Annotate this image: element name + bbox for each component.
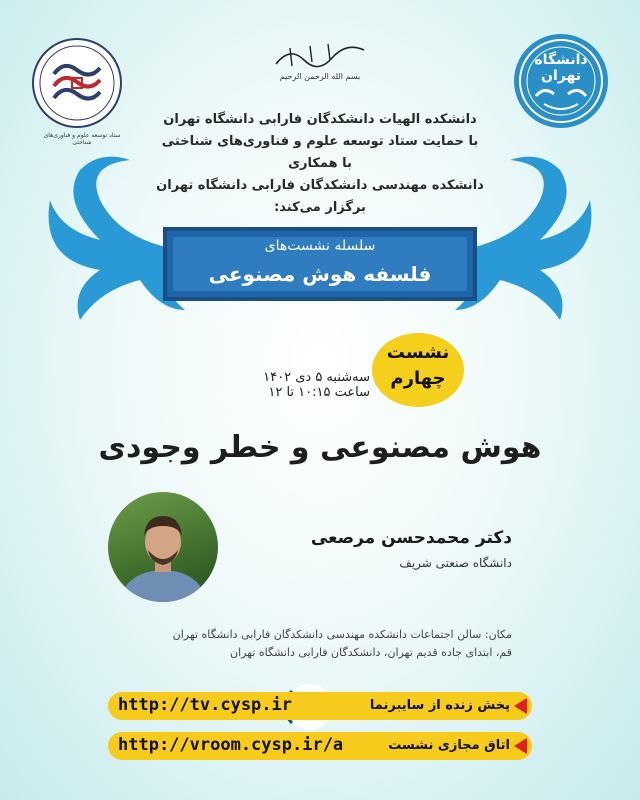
basmala-text: بسم الله الرحمن الرحیم (279, 72, 361, 81)
right-logo-text: دانشگاه تهران (534, 52, 588, 84)
live-stream-label: پخش زنده از سایبرنما (369, 698, 510, 713)
org-line-4: دانشکده مهندسی دانشکدگان فارابی دانشگاه تهران (156, 178, 484, 193)
session-datetime (180, 370, 370, 400)
speaker-name: دکتر محمدحسن مرصعی (310, 528, 512, 548)
red-arrow-icon (514, 738, 527, 754)
virtual-room-url[interactable]: http://vroom.cysp.ir/a (118, 735, 344, 755)
live-stream-url[interactable]: http://tv.cysp.ir (118, 695, 292, 715)
calligraphy-icon (270, 40, 370, 72)
session-date: سه‌شنبه ۵ دی ۱۴۰۲ (263, 370, 370, 385)
basmala-calligraphy (270, 40, 370, 72)
venue-line-2: قم، ابتدای جاده قدیم تهران، دانشکدگان فارابی دانشگاه تهران (230, 646, 512, 659)
cognitive-science-council-logo (32, 38, 122, 128)
org-line-1: دانشکده الهیات دانشکدگان فارابی دانشگاه تهران (163, 112, 477, 127)
red-arrow-icon (514, 698, 527, 714)
org-line-2: با حمایت ستاد توسعه علوم و فناوری‌های شناختی (161, 134, 479, 149)
session-time: ساعت ۱۰:۱۵ تا ۱۲ (268, 385, 370, 400)
org-line-3: با همکاری (288, 156, 352, 171)
virtual-room-label: اتاق مجازی نشست (388, 738, 510, 753)
venue-line-1: مکان: سالن اجتماعات دانشکده مهندسی دانشکدگان فارابی دانشگاه تهران (172, 628, 512, 641)
series-subtitle: سلسله نشست‌های (264, 238, 376, 254)
knot-emblem-icon (34, 40, 120, 126)
badge-line-2: چهارم (390, 368, 446, 389)
series-title: فلسفه هوش مصنوعی (208, 262, 432, 286)
speaker-affiliation: دانشگاه صنعتی شریف (399, 556, 512, 570)
talk-title: هوش مصنوعی و خطر وجودی (98, 430, 542, 465)
speaker-photo (108, 492, 218, 602)
badge-line-1: نشست (386, 342, 450, 363)
left-logo-caption: ستاد توسعه علوم و فناوری‌های شناختی (43, 132, 121, 146)
session-badge-text (372, 340, 464, 392)
person-portrait-icon (108, 492, 218, 602)
org-line-5: برگزار می‌کند: (274, 200, 366, 215)
